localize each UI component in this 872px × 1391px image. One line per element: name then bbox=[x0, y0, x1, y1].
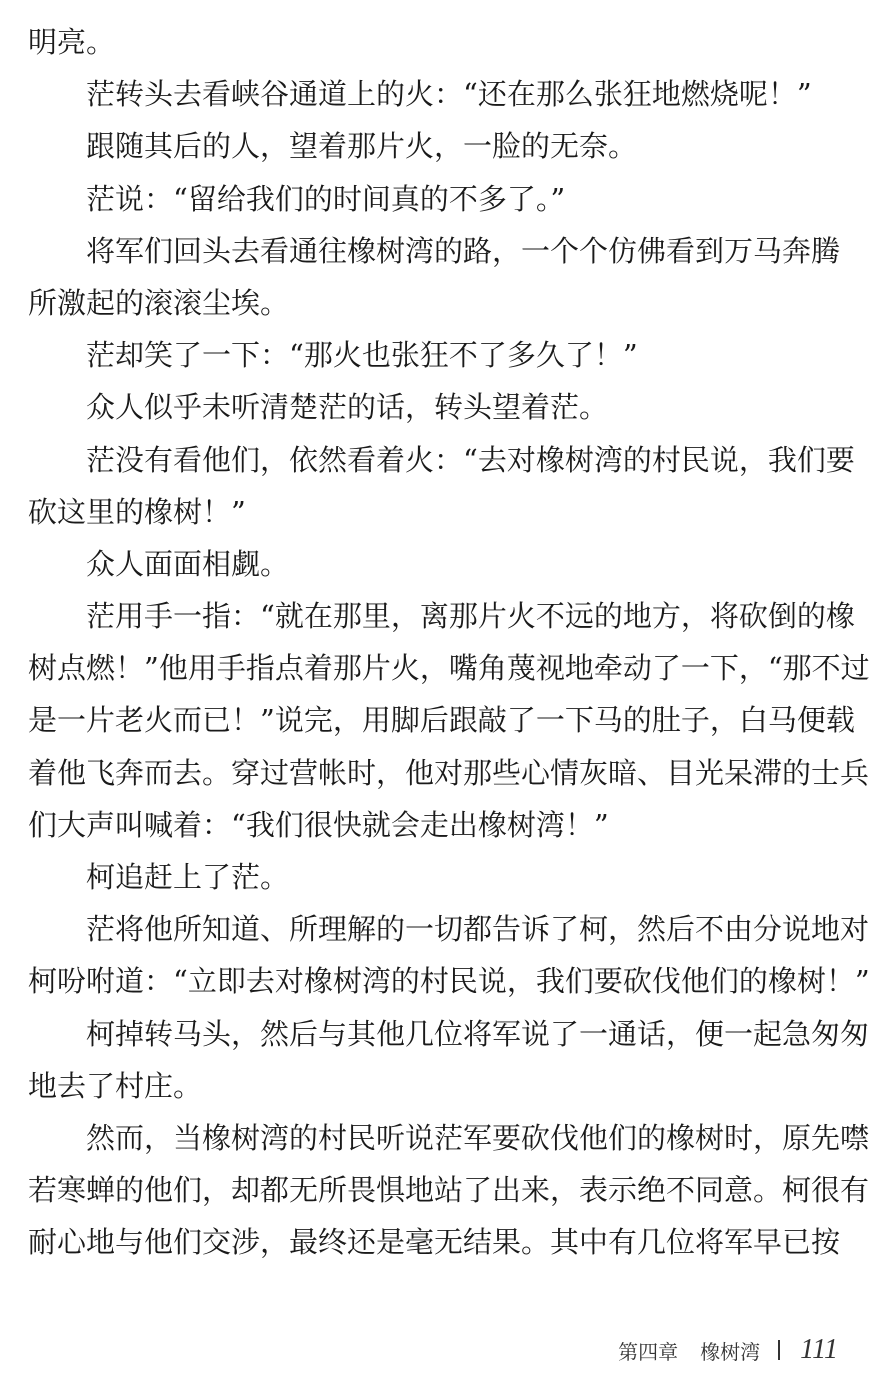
body-text bbox=[28, 16, 870, 1269]
text-line: 茫没有看他们，依然看着火：“去对橡树湾的村民说，我们要 bbox=[86, 442, 855, 477]
text-line: 地去了村庄。 bbox=[28, 1068, 203, 1103]
text-line: 耐心地与他们交涉，最终还是毫无结果。其中有几位将军早已按 bbox=[28, 1225, 841, 1260]
text-line: 柯追赶上了茫。 bbox=[86, 860, 290, 894]
section-title: 橡树湾 bbox=[700, 1339, 761, 1364]
text-line: 茫用手一指：“就在那里，离那片火不远的地方，将砍倒的橡 bbox=[86, 599, 855, 634]
footer-divider bbox=[778, 1340, 780, 1360]
text-line: 树点燃！”他用手指点着那片火，嘴角蔑视地牵动了一下，“那不过 bbox=[28, 651, 870, 686]
page-footer bbox=[618, 1330, 838, 1370]
text-line: 将军们回头去看通往橡树湾的路，一个个仿佛看到万马奔腾 bbox=[86, 233, 841, 268]
text-line: 茫说：“留给我们的时间真的不多了。” bbox=[86, 181, 566, 216]
page-number: 111 bbox=[800, 1334, 838, 1365]
text-line: 若寒蝉的他们，却都无所畏惧地站了出来，表示绝不同意。柯很有 bbox=[28, 1173, 870, 1208]
text-line: 砍这里的橡树！” bbox=[28, 494, 246, 529]
text-line: 茫却笑了一下：“那火也张狂不了多久了！” bbox=[86, 338, 638, 373]
text-line: 所激起的滚滚尘埃。 bbox=[28, 285, 290, 320]
text-line: 茫转头去看峡谷通道上的火：“还在那么张狂地燃烧呢！” bbox=[86, 77, 812, 112]
text-line: 众人似乎未听清楚茫的话，转头望着茫。 bbox=[86, 390, 609, 425]
text-line: 着他飞奔而去。穿过营帐时，他对那些心情灰暗、目光呆滞的士兵 bbox=[28, 755, 870, 790]
text-line: 众人面面相觑。 bbox=[86, 546, 290, 581]
text-line: 茫将他所知道、所理解的一切都告诉了柯，然后不由分说地对 bbox=[86, 912, 870, 947]
text-line: 然而，当橡树湾的村民听说茫军要砍伐他们的橡树时，原先噤 bbox=[86, 1120, 870, 1155]
text-line: 柯掉转马头，然后与其他几位将军说了一通话，便一起急匆匆 bbox=[86, 1016, 870, 1051]
text-line: 柯吩咐道：“立即去对橡树湾的村民说，我们要砍伐他们的橡树！” bbox=[28, 964, 870, 999]
text-line: 们大声叫喊着：“我们很快就会走出橡树湾！” bbox=[28, 807, 609, 842]
text-line: 是一片老火而已！”说完，用脚后跟敲了一下马的肚子，白马便载 bbox=[28, 703, 855, 738]
text-line: 明亮。 bbox=[28, 25, 116, 59]
text-line: 跟随其后的人，望着那片火，一脸的无奈。 bbox=[86, 129, 638, 164]
chapter-label: 第四章 bbox=[618, 1339, 679, 1364]
